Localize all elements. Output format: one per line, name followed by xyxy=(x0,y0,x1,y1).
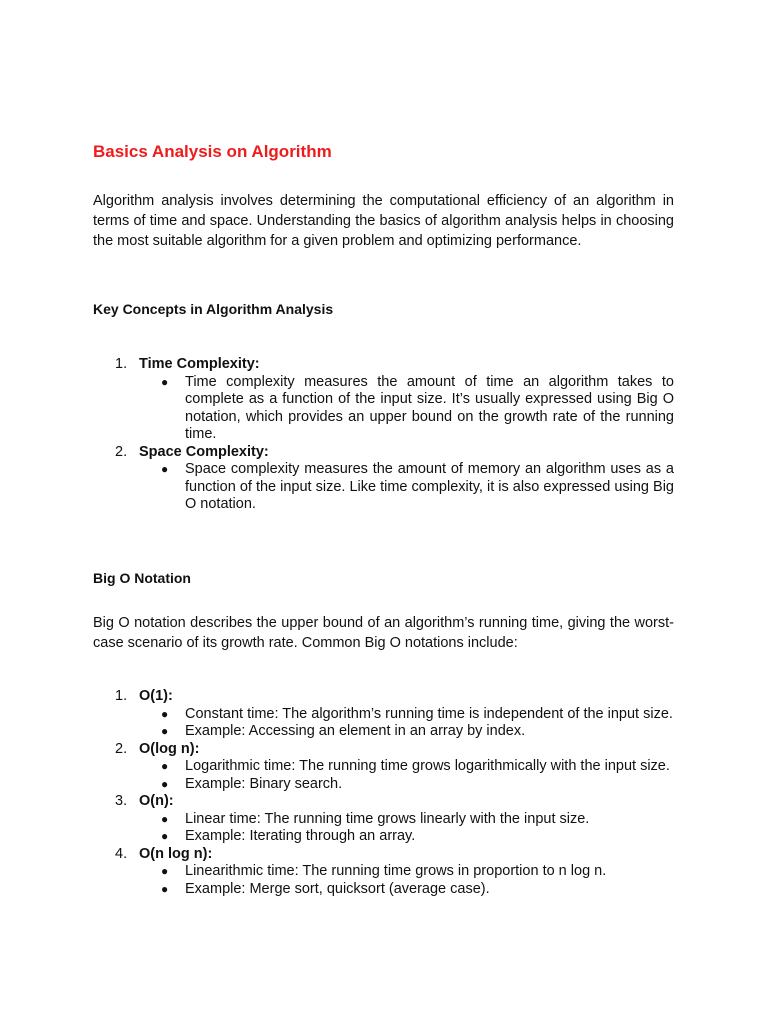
bullet-list xyxy=(139,758,674,793)
list-item-title: O(1): xyxy=(139,688,173,704)
bullet-text: Example: Accessing an element in an array by index. xyxy=(185,723,526,739)
list-number: 1. xyxy=(115,688,128,704)
bullet-icon: ● xyxy=(161,462,169,476)
bullet-list xyxy=(139,706,674,741)
list-item-title: O(n): xyxy=(139,793,174,809)
bullet-list xyxy=(139,461,674,514)
bullet-text: Example: Merge sort, quicksort (average case). xyxy=(185,880,490,897)
bullet-text: Linearithmic time: The running time grows in proportion to n log n. xyxy=(185,863,607,879)
numbered-list-item xyxy=(93,741,674,794)
numbered-list-item xyxy=(93,793,674,846)
big-o-heading: Big O Notation xyxy=(93,570,191,586)
bullet-item xyxy=(139,758,674,776)
list-number: 3. xyxy=(115,793,128,809)
intro-paragraph: Algorithm analysis involves determining the computational efficiency of an algorithm in terms of time and space. Understanding the basics of algorithm analysis helps in choosing the most suitable algorithm for a given problem and optimizing performance. xyxy=(93,193,674,249)
bullet-item xyxy=(139,881,674,899)
key-concepts-list xyxy=(93,356,674,514)
list-number: 4. xyxy=(115,845,128,862)
list-number: 2. xyxy=(115,740,128,757)
list-item-title: O(log n): xyxy=(139,740,200,757)
document-title: Basics Analysis on Algorithm xyxy=(93,142,332,161)
list-number: 2. xyxy=(115,443,128,460)
numbered-list-item xyxy=(93,356,674,444)
bullet-icon: ● xyxy=(161,811,169,826)
bullet-item xyxy=(139,828,674,846)
bullet-icon: ● xyxy=(161,374,169,389)
bullet-item xyxy=(139,461,674,514)
list-item-title: Time Complexity: xyxy=(139,356,260,372)
numbered-list-item xyxy=(93,444,674,514)
bullet-text: Space complexity measures the amount of memory an algorithm uses as a function of the input size. Like time complexity, it is also expressed using Big O notation. xyxy=(185,461,674,512)
numbered-list-item xyxy=(93,688,674,741)
bullet-icon: ● xyxy=(161,759,169,773)
bullet-item xyxy=(139,723,674,741)
bullet-list xyxy=(139,863,674,898)
bullet-item xyxy=(139,706,674,724)
bullet-list xyxy=(139,374,674,444)
bullet-icon: ● xyxy=(161,864,169,878)
bullet-text: Linear time: The running time grows linearly with the input size. xyxy=(185,810,590,827)
numbered-list-item xyxy=(93,846,674,899)
bullet-text: Example: Binary search. xyxy=(185,775,343,792)
bullet-text: Logarithmic time: The running time grows logarithmically with the input size. xyxy=(185,758,670,774)
bullet-icon: ● xyxy=(161,829,169,843)
bullet-text: Constant time: The algorithm’s running time is independent of the input size. xyxy=(185,705,673,722)
big-o-list xyxy=(93,688,674,898)
bullet-icon: ● xyxy=(161,881,169,896)
bullet-icon: ● xyxy=(161,776,169,791)
bullet-text: Time complexity measures the amount of time an algorithm takes to complete as a function of the input size. It’s usually expressed using Big O notation, which provides an upper bound on the growth rate of the running time. xyxy=(185,373,674,442)
bullet-item xyxy=(139,811,674,829)
key-concepts-heading: Key Concepts in Algorithm Analysis xyxy=(93,301,334,317)
bullet-item xyxy=(139,374,674,444)
list-item-title: Space Complexity: xyxy=(139,443,269,460)
list-item-title: O(n log n): xyxy=(139,845,213,862)
big-o-intro-paragraph: Big O notation describes the upper bound of an algorithm’s running time, giving the worst-case scenario of its growth rate. Common Big O notations include: xyxy=(93,615,674,651)
bullet-item xyxy=(139,863,674,881)
bullet-text: Example: Iterating through an array. xyxy=(185,828,416,844)
bullet-item xyxy=(139,776,674,794)
bullet-icon: ● xyxy=(161,706,169,721)
bullet-list xyxy=(139,811,674,846)
list-number: 1. xyxy=(115,356,128,372)
bullet-icon: ● xyxy=(161,724,169,738)
